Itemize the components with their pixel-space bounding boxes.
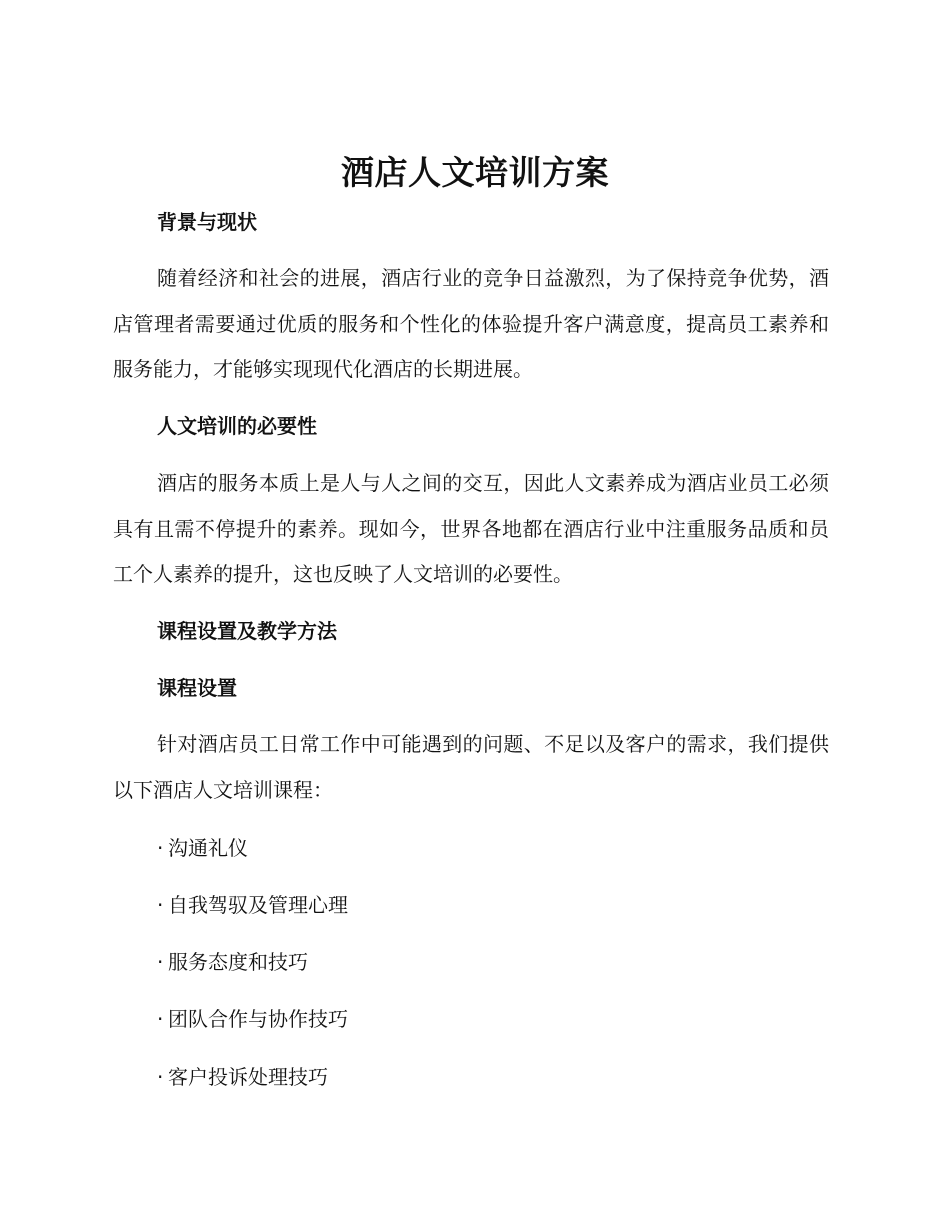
section-heading-curriculum-methods: 课程设置及教学方法 — [157, 619, 337, 643]
section-heading-curriculum: 课程设置 — [157, 676, 237, 700]
course-list-item — [157, 1063, 328, 1091]
course-label: 自我驾驭及管理心理 — [168, 893, 348, 917]
course-list-item — [157, 948, 308, 976]
bullet-marker: · — [157, 836, 164, 860]
course-label: 团队合作与协作技巧 — [168, 1007, 348, 1031]
section-heading-necessity: 人文培训的必要性 — [157, 414, 317, 438]
course-label: 客户投诉处理技巧 — [168, 1065, 328, 1089]
bullet-marker: · — [157, 950, 164, 974]
bullet-marker: · — [157, 893, 164, 917]
course-list-item — [157, 834, 248, 862]
document-title: 酒店人文培训方案 — [341, 153, 609, 192]
section-paragraph-necessity: 酒店的服务本质上是人与人之间的交互，因此人文素养成为酒店业员工必须具有且需不停提升的素养。现如今，世界各地都在酒店行业中注重服务品质和员工个人素养的提升，这也反映了人文培训的必要性。 — [113, 471, 829, 586]
section-paragraph-background: 随着经济和社会的进展，酒店行业的竞争日益激烈，为了保持竞争优势，酒店管理者需要通过优质的服务和个性化的体验提升客户满意度，提高员工素养和服务能力，才能够实现现代化酒店的长期进展。 — [113, 266, 829, 381]
section-paragraph-curriculum: 针对酒店员工日常工作中可能遇到的问题、不足以及客户的需求，我们提供以下酒店人文培训课程： — [113, 732, 829, 802]
course-list-item — [157, 1005, 348, 1033]
course-label: 沟通礼仪 — [168, 836, 248, 860]
course-label: 服务态度和技巧 — [168, 950, 308, 974]
section-heading-background: 背景与现状 — [157, 210, 257, 234]
bullet-marker: · — [157, 1007, 164, 1031]
bullet-marker: · — [157, 1065, 164, 1089]
course-list-item — [157, 891, 348, 919]
